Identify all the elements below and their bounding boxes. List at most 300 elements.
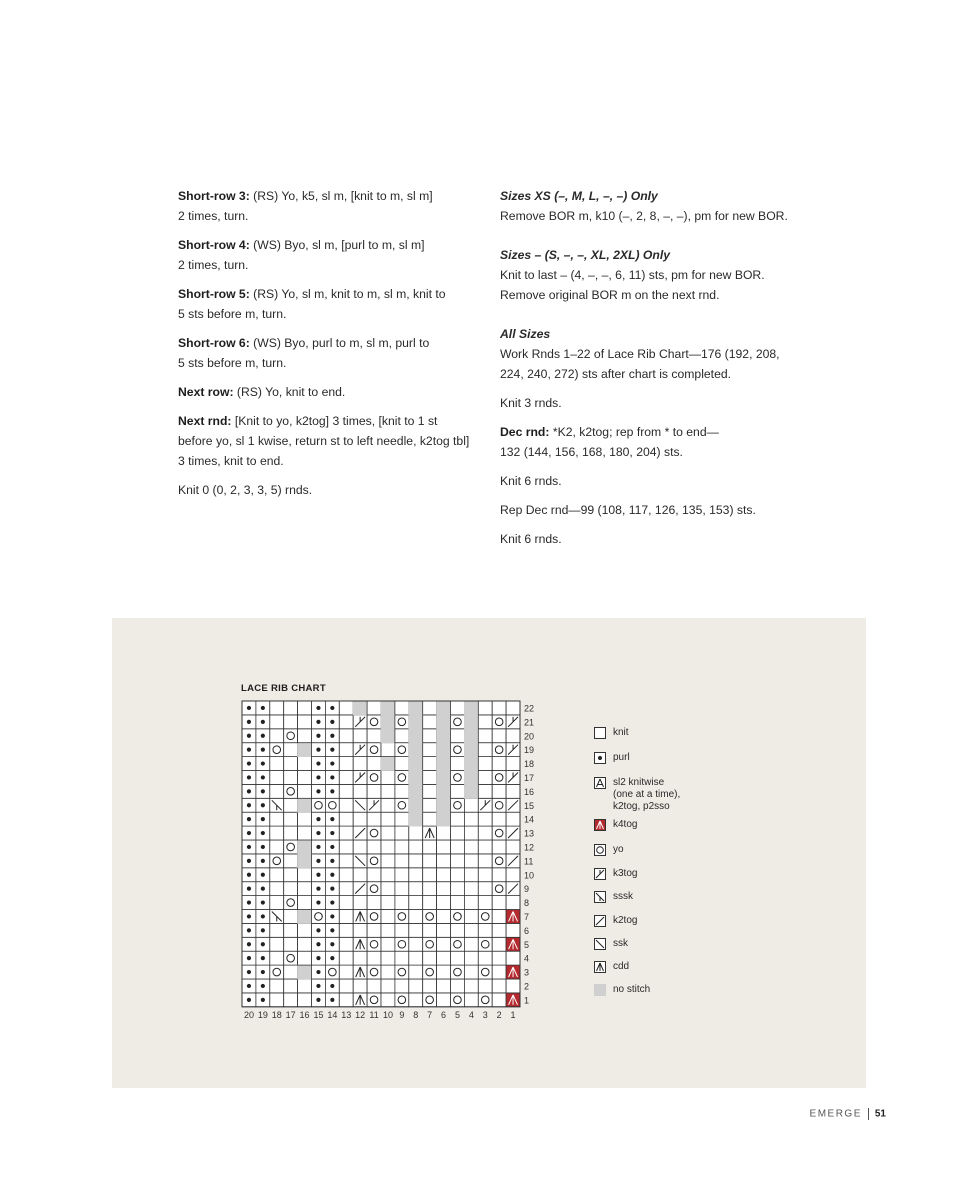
chart-cell	[506, 701, 520, 715]
chart-cell	[437, 812, 451, 826]
chart-cell	[298, 965, 312, 979]
chart-cell	[409, 937, 423, 951]
chart-cell	[451, 951, 465, 965]
purl-icon	[261, 775, 265, 779]
chart-cell	[451, 729, 465, 743]
row-label: 15	[524, 800, 535, 811]
column-label: 13	[341, 1009, 352, 1020]
instruction-next-rnd: Next rnd: [Knit to yo, k2tog] 3 times, [knit to 1 st before yo, sl 1 kwise, return st to left needle, k2tog tbl] 3 times, knit to end.	[178, 414, 470, 468]
section-text-xs: Remove BOR m, k10 (–, 2, 8, –, –), pm for new BOR.	[500, 209, 788, 223]
column-label: 1	[510, 1009, 516, 1020]
chart-cell	[367, 812, 381, 826]
sssk-icon	[594, 891, 606, 903]
purl-icon	[247, 984, 251, 988]
column-label: 3	[482, 1009, 488, 1020]
chart-cell	[298, 993, 312, 1007]
chart-cell	[409, 965, 423, 979]
chart-cell	[451, 715, 465, 729]
chart-cell	[451, 771, 465, 785]
chart-cell	[395, 965, 409, 979]
purl-icon	[316, 942, 320, 946]
chart-cell	[437, 979, 451, 993]
chart-cell	[395, 896, 409, 910]
chart-cell	[492, 812, 506, 826]
chart-cell	[284, 784, 298, 798]
chart-cell	[478, 910, 492, 924]
chart-cell	[270, 743, 284, 757]
chart-cell	[478, 951, 492, 965]
row-label: 20	[524, 731, 535, 742]
chart-cell	[339, 743, 353, 757]
chart-cell	[353, 757, 367, 771]
chart-cell	[478, 882, 492, 896]
chart-cell	[506, 868, 520, 882]
footer-divider	[868, 1108, 869, 1120]
chart-cell	[339, 910, 353, 924]
chart-cell	[492, 798, 506, 812]
instruction-short-row-4: Short-row 4: (WS) Byo, sl m, [purl to m, sl m] 2 times, turn.	[178, 238, 425, 272]
chart-cell	[298, 729, 312, 743]
purl-icon	[316, 873, 320, 877]
chart-cell	[284, 993, 298, 1007]
chart-cell	[492, 868, 506, 882]
chart-cell	[464, 812, 478, 826]
chart-cell	[478, 868, 492, 882]
chart-cell	[339, 715, 353, 729]
dec-rnd: Dec rnd: *K2, k2tog; rep from * to end— 132 (144, 156, 168, 180, 204) sts.	[500, 425, 719, 459]
purl-icon	[330, 748, 334, 752]
chart-cell	[284, 812, 298, 826]
chart-cell	[339, 868, 353, 882]
chart-cell	[284, 771, 298, 785]
chart-cell	[423, 715, 437, 729]
column-label: 11	[369, 1009, 379, 1020]
chart-cell	[464, 771, 478, 785]
column-label: 19	[257, 1009, 268, 1020]
chart-cell	[409, 798, 423, 812]
chart-cell	[437, 993, 451, 1007]
chart-cell	[464, 896, 478, 910]
chart-cell	[437, 701, 451, 715]
chart-cell	[409, 757, 423, 771]
chart-cell	[451, 743, 465, 757]
chart-cell	[506, 757, 520, 771]
purl-icon	[316, 859, 320, 863]
chart-cell	[381, 923, 395, 937]
chart-cell	[367, 910, 381, 924]
chart-cell	[492, 896, 506, 910]
chart-cell	[451, 854, 465, 868]
chart-cell	[298, 951, 312, 965]
chart-cell	[437, 743, 451, 757]
chart-cell	[284, 937, 298, 951]
chart-cell	[492, 701, 506, 715]
chart-cell	[270, 937, 284, 951]
chart-cell	[492, 951, 506, 965]
chart-cell	[409, 854, 423, 868]
chart-cell	[284, 757, 298, 771]
purl-icon	[247, 734, 251, 738]
column-label: 18	[271, 1009, 282, 1020]
purl-icon	[247, 761, 251, 765]
purl-icon	[247, 900, 251, 904]
purl-icon	[316, 734, 320, 738]
chart-cell	[464, 951, 478, 965]
chart-cell	[339, 784, 353, 798]
chart-cell	[298, 979, 312, 993]
chart-cell	[478, 979, 492, 993]
chart-cell	[395, 882, 409, 896]
row-label: 17	[524, 772, 535, 783]
purl-icon	[261, 887, 265, 891]
chart-cell	[464, 826, 478, 840]
chart-cell	[506, 896, 520, 910]
purl-icon	[316, 956, 320, 960]
purl-icon	[247, 887, 251, 891]
chart-cell	[284, 840, 298, 854]
chart-cell	[353, 896, 367, 910]
row-label: 11	[524, 856, 534, 867]
purl-icon	[261, 831, 265, 835]
purl-icon	[330, 942, 334, 946]
purl-icon	[316, 775, 320, 779]
chart-cell	[381, 784, 395, 798]
chart-cell	[353, 701, 367, 715]
purl-icon	[247, 748, 251, 752]
row-label: 10	[524, 870, 535, 881]
chart-cell	[395, 910, 409, 924]
purl-icon	[247, 817, 251, 821]
chart-cell	[353, 868, 367, 882]
chart-cell	[270, 757, 284, 771]
chart-cell	[381, 840, 395, 854]
chart-cell	[423, 923, 437, 937]
chart-cell	[492, 715, 506, 729]
purl-icon	[261, 859, 265, 863]
row-label: 22	[524, 703, 535, 714]
chart-cell	[464, 965, 478, 979]
row-label: 4	[524, 953, 530, 964]
purl-icon	[316, 706, 320, 710]
chart-cell	[270, 840, 284, 854]
purl-icon	[316, 831, 320, 835]
purl-icon	[330, 817, 334, 821]
chart-cell	[492, 993, 506, 1007]
chart-cell	[270, 784, 284, 798]
purl-icon	[261, 928, 265, 932]
chart-cell	[437, 715, 451, 729]
chart-cell	[284, 701, 298, 715]
page-number: 51	[874, 1108, 886, 1120]
purl-icon	[247, 928, 251, 932]
chart-cell	[339, 882, 353, 896]
cdd-icon	[594, 961, 606, 973]
chart-cell	[395, 729, 409, 743]
chart-cell	[409, 923, 423, 937]
chart-cell	[395, 812, 409, 826]
chart-cell	[367, 882, 381, 896]
purl-icon	[261, 789, 265, 793]
chart-cell	[367, 840, 381, 854]
chart-cell	[367, 868, 381, 882]
chart-cell	[395, 979, 409, 993]
chart-cell	[270, 826, 284, 840]
instruction-short-row-6: Short-row 6: (WS) Byo, purl to m, sl m, purl to 5 sts before m, turn.	[178, 336, 430, 370]
sl2-k2tog-p2sso-icon	[594, 777, 606, 789]
chart-cell	[381, 757, 395, 771]
purl-icon	[247, 831, 251, 835]
purl-icon	[330, 734, 334, 738]
chart-cell	[437, 896, 451, 910]
chart-cell	[270, 965, 284, 979]
chart-cell	[451, 882, 465, 896]
chart-cell	[464, 729, 478, 743]
chart-cell	[478, 854, 492, 868]
chart-cell	[353, 729, 367, 743]
purl-icon	[247, 789, 251, 793]
row-label: 12	[524, 842, 535, 853]
chart-cell	[437, 729, 451, 743]
chart-cell	[423, 743, 437, 757]
chart-cell	[381, 896, 395, 910]
chart-cell	[298, 937, 312, 951]
chart-cell	[298, 826, 312, 840]
chart-cell	[506, 951, 520, 965]
column-label: 15	[313, 1009, 324, 1020]
chart-cell	[437, 868, 451, 882]
chart-cell	[423, 910, 437, 924]
chart-cell	[437, 910, 451, 924]
chart-cell	[423, 854, 437, 868]
chart-cell	[270, 993, 284, 1007]
chart-cell	[381, 701, 395, 715]
chart-cell	[339, 937, 353, 951]
chart-cell	[270, 812, 284, 826]
chart-cell	[451, 923, 465, 937]
chart-cell	[423, 868, 437, 882]
chart-cell	[353, 979, 367, 993]
chart-cell	[423, 771, 437, 785]
chart-cell	[395, 757, 409, 771]
chart-cell	[492, 840, 506, 854]
chart-cell	[437, 923, 451, 937]
chart-cell	[298, 896, 312, 910]
chart-cell	[395, 715, 409, 729]
chart-cell	[492, 771, 506, 785]
chart-cell	[284, 826, 298, 840]
column-label: 17	[285, 1009, 296, 1020]
chart-cell	[492, 784, 506, 798]
chart-cell	[409, 993, 423, 1007]
chart-cell	[353, 784, 367, 798]
purl-icon	[247, 998, 251, 1002]
chart-cell	[492, 743, 506, 757]
chart-cell	[381, 965, 395, 979]
chart-cell	[284, 979, 298, 993]
purl-icon	[261, 873, 265, 877]
purl-icon	[316, 970, 320, 974]
chart-cell	[395, 798, 409, 812]
chart-cell	[451, 701, 465, 715]
purl-icon	[247, 720, 251, 724]
purl-icon	[316, 998, 320, 1002]
chart-cell	[451, 993, 465, 1007]
chart-cell	[395, 868, 409, 882]
purl-icon	[261, 720, 265, 724]
chart-cell	[395, 771, 409, 785]
purl-icon	[316, 817, 320, 821]
purl-icon	[316, 789, 320, 793]
chart-cell	[478, 923, 492, 937]
chart-cell	[409, 701, 423, 715]
purl-icon	[247, 845, 251, 849]
chart-cell	[506, 840, 520, 854]
purl-icon	[330, 956, 334, 960]
chart-cell	[451, 812, 465, 826]
chart-cell	[464, 993, 478, 1007]
chart-cell	[270, 979, 284, 993]
purl-icon	[261, 970, 265, 974]
chart-cell	[339, 951, 353, 965]
chart-cell	[367, 701, 381, 715]
chart-cell	[478, 743, 492, 757]
purl-icon	[261, 914, 265, 918]
chart-cell	[284, 910, 298, 924]
chart-cell	[464, 854, 478, 868]
chart-cell	[381, 715, 395, 729]
chart-cell	[478, 757, 492, 771]
chart-cell	[478, 715, 492, 729]
purl-icon	[316, 900, 320, 904]
purl-icon	[330, 789, 334, 793]
chart-cell	[478, 784, 492, 798]
chart-cell	[270, 882, 284, 896]
column-label: 4	[468, 1009, 474, 1020]
instruction-knit-rnds: Knit 0 (0, 2, 3, 3, 5) rnds.	[178, 483, 313, 497]
chart-cell	[451, 979, 465, 993]
chart-cell	[423, 798, 437, 812]
row-label: 18	[524, 759, 535, 770]
chart-cell	[409, 715, 423, 729]
chart-cell	[451, 840, 465, 854]
chart-cell	[395, 743, 409, 757]
chart-title: LACE RIB CHART	[241, 683, 326, 694]
chart-cell	[478, 840, 492, 854]
chart-cell	[284, 923, 298, 937]
chart-cell	[270, 729, 284, 743]
chart-cell	[381, 729, 395, 743]
purl-icon	[261, 845, 265, 849]
chart-cell	[451, 937, 465, 951]
chart-cell	[437, 784, 451, 798]
chart-cell	[395, 840, 409, 854]
chart-cell	[270, 854, 284, 868]
chart-cell	[339, 965, 353, 979]
purl-icon	[261, 984, 265, 988]
purl-icon	[247, 942, 251, 946]
knit-3-rnds: Knit 3 rnds.	[500, 396, 562, 410]
row-label: 7	[524, 911, 530, 922]
section-head-s: Sizes – (S, –, –, XL, 2XL) Only	[500, 248, 671, 262]
chart-cell	[353, 812, 367, 826]
chart-cell	[381, 868, 395, 882]
purl-icon	[330, 928, 334, 932]
chart-cell	[270, 771, 284, 785]
chart-cell	[464, 937, 478, 951]
purl-icon	[261, 803, 265, 807]
instruction-short-row-3: Short-row 3: (RS) Yo, k5, sl m, [knit to m, sl m] 2 times, turn.	[178, 189, 433, 223]
column-label: 20	[243, 1009, 254, 1020]
row-label: 8	[524, 898, 530, 909]
chart-cell	[339, 896, 353, 910]
chart-cell	[423, 951, 437, 965]
row-label: 16	[524, 786, 535, 797]
purl-icon	[330, 831, 334, 835]
chart-cell	[464, 757, 478, 771]
chart-cell	[284, 715, 298, 729]
chart-cell	[423, 840, 437, 854]
instruction-short-row-5: Short-row 5: (RS) Yo, sl m, knit to m, sl m, knit to 5 sts before m, turn.	[178, 287, 446, 321]
chart-cell	[339, 812, 353, 826]
chart-cell	[270, 951, 284, 965]
chart-cell	[506, 729, 520, 743]
chart-cell	[367, 729, 381, 743]
chart-cell	[423, 965, 437, 979]
chart-cell	[298, 854, 312, 868]
chart-cell	[339, 729, 353, 743]
chart-cell	[381, 854, 395, 868]
chart-cell	[339, 979, 353, 993]
chart-cell	[409, 826, 423, 840]
chart-cell	[298, 757, 312, 771]
chart-cell	[506, 979, 520, 993]
chart-cell	[464, 840, 478, 854]
purl-icon	[247, 803, 251, 807]
chart-cell	[270, 701, 284, 715]
chart-cell	[270, 896, 284, 910]
chart-cell	[395, 923, 409, 937]
chart-cell	[409, 951, 423, 965]
column-label: 14	[327, 1009, 338, 1020]
chart-cell	[437, 798, 451, 812]
chart-cell	[409, 771, 423, 785]
chart-cell	[478, 771, 492, 785]
chart-cell	[395, 951, 409, 965]
chart-cell	[367, 715, 381, 729]
chart-cell	[284, 882, 298, 896]
purl-icon	[316, 887, 320, 891]
row-label: 3	[524, 967, 530, 978]
chart-cell	[409, 812, 423, 826]
lace-rib-chart-grid	[230, 698, 540, 1022]
row-label: 21	[524, 717, 535, 728]
purl-icon	[261, 956, 265, 960]
purl-icon	[261, 706, 265, 710]
chart-cell	[492, 882, 506, 896]
chart-cell	[298, 784, 312, 798]
chart-cell	[284, 798, 298, 812]
chart-cell	[409, 910, 423, 924]
column-label: 9	[399, 1009, 405, 1020]
instruction-next-row: Next row: (RS) Yo, knit to end.	[178, 385, 346, 399]
section-name: EMERGE	[809, 1108, 862, 1120]
chart-cell	[339, 771, 353, 785]
row-label: 19	[524, 745, 535, 756]
chart-cell	[298, 923, 312, 937]
chart-cell	[353, 951, 367, 965]
chart-cell	[409, 840, 423, 854]
purl-icon	[247, 970, 251, 974]
